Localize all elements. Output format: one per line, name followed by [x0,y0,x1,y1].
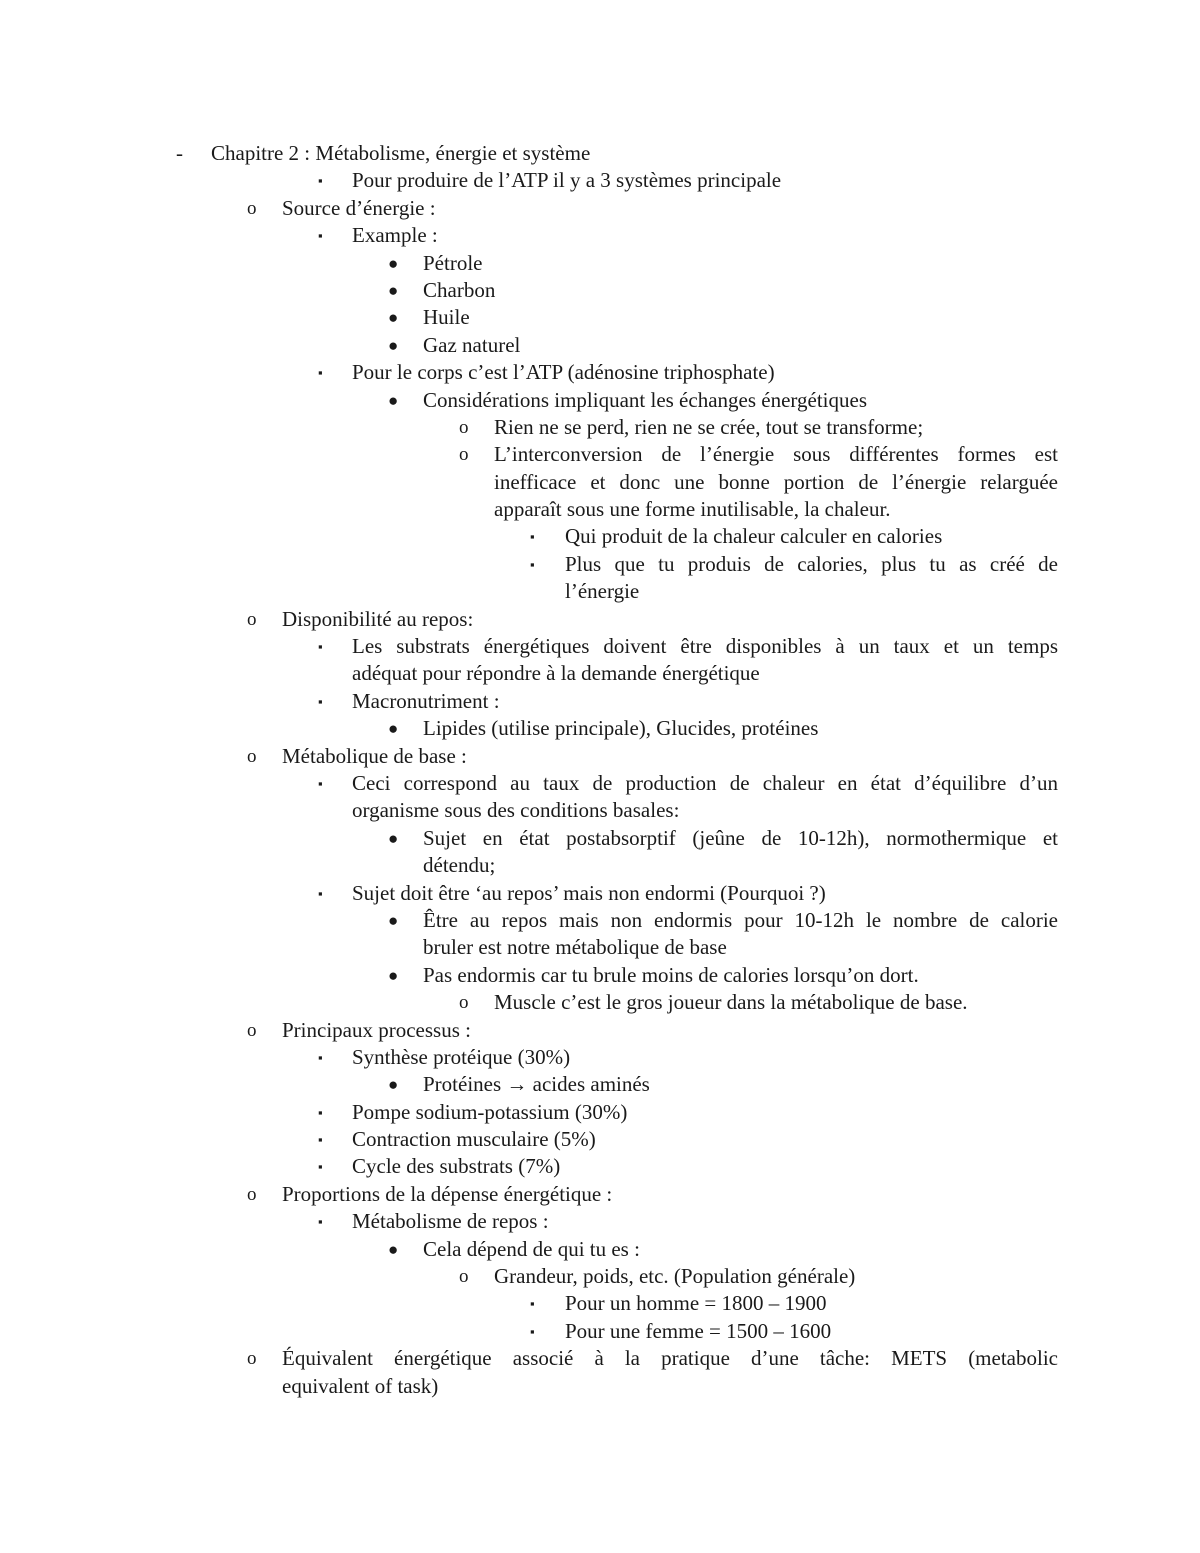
outline-text: Contraction musculaire (5%) [352,1127,596,1152]
outline-item [0,1318,1200,1345]
outline-item [0,770,1200,797]
outline-item [0,551,1200,578]
square-bullet-icon: ▪ [530,1296,535,1312]
outline-item [0,523,1200,550]
square-bullet-icon: ▪ [318,1104,323,1120]
outline-item [0,633,1200,660]
outline-item [0,743,1200,770]
circle-bullet-icon: o [247,1348,257,1370]
outline-item [0,1236,1200,1263]
outline-continuation [0,578,1200,605]
circle-bullet-icon: o [247,197,257,219]
round-bullet-icon: ● [388,335,399,355]
outline-text: Pétrole [423,250,483,275]
outline-text: Qui produit de la chaleur calculer en calories [565,524,943,549]
outline-item [0,962,1200,989]
outline-item [0,1071,1200,1098]
outline-continuation [0,496,1200,523]
square-bullet-icon: ▪ [318,1049,323,1065]
outline-item [0,304,1200,331]
circle-bullet-icon: o [247,1183,257,1205]
outline-item [0,1017,1200,1044]
outline-text: Cycle des substrats (7%) [352,1154,561,1179]
square-bullet-icon: ▪ [318,1159,323,1175]
square-bullet-icon: ▪ [318,173,323,189]
outline-item [0,222,1200,249]
outline-item [0,880,1200,907]
outline-text: Pompe sodium-potassium (30%) [352,1099,628,1124]
outline-text: Huile [423,305,470,330]
round-bullet-icon: ● [388,1075,399,1095]
section-heading: Principaux processus : [282,1017,471,1042]
outline-text: Lipides (utilise principale), Glucides, protéines [423,716,819,741]
outline-text: Pour produire de l’ATP il y a 3 systèmes principale [352,168,782,193]
outline-text: Ceci correspond au taux de production de chaleur en état d’équilibre d’un [352,770,1058,795]
outline-text: Macronutriment : [352,688,500,713]
outline-item [0,441,1200,468]
document-page [0,140,1200,1400]
outline-text: bruler est notre métabolique de base [423,935,727,960]
circle-bullet-icon: o [459,1266,469,1288]
outline-item [0,989,1200,1016]
outline-item [0,167,1200,194]
outline-item [0,250,1200,277]
outline-text: Pour une femme = 1500 – 1600 [565,1318,832,1343]
circle-bullet-icon: o [247,745,257,767]
circle-bullet-icon: o [459,416,469,438]
outline-item [0,359,1200,386]
round-bullet-icon: ● [388,308,399,328]
outline-text: Grandeur, poids, etc. (Population générale) [494,1264,856,1289]
outline-text: détendu; [423,853,496,878]
outline-item [0,715,1200,742]
outline-text: Sujet en état postabsorptif (jeûne de 10-12h), normothermique et [423,825,1058,850]
outline-continuation [0,934,1200,961]
square-bullet-icon: ▪ [318,228,323,244]
square-bullet-icon: ▪ [318,365,323,381]
circle-bullet-icon: o [459,444,469,466]
outline-continuation [0,797,1200,824]
circle-bullet-icon: o [247,608,257,630]
outline-item [0,606,1200,633]
outline-text: Cela dépend de qui tu es : [423,1236,640,1261]
square-bullet-icon: ▪ [318,693,323,709]
section-heading: Source d’énergie : [282,195,436,220]
section-heading: Disponibilité au repos: [282,606,474,631]
outline-continuation [0,660,1200,687]
circle-bullet-icon: o [459,992,469,1014]
outline-item [0,907,1200,934]
square-bullet-icon: ▪ [318,1132,323,1148]
outline-item [0,1099,1200,1126]
outline-item [0,277,1200,304]
outline-text: L’interconversion de l’énergie sous différentes formes est [494,442,1058,467]
square-bullet-icon: ▪ [530,556,535,572]
outline-item [0,1181,1200,1208]
square-bullet-icon: ▪ [318,639,323,655]
outline-item [0,1208,1200,1235]
section-heading: Métabolique de base : [282,743,467,768]
round-bullet-icon: ● [388,280,399,300]
outline-item [0,825,1200,852]
outline-text: Pour le corps c’est l’ATP (adénosine triphosphate) [352,360,775,385]
outline-continuation [0,469,1200,496]
round-bullet-icon: ● [388,1239,399,1259]
outline-item [0,1153,1200,1180]
chapter-heading: Chapitre 2 : Métabolisme, énergie et système [211,141,591,165]
outline-text: Muscle c’est le gros joueur dans la métabolique de base. [494,990,968,1015]
outline-text: Plus que tu produis de calories, plus tu as créé de [565,551,1058,576]
round-bullet-icon: ● [388,719,399,739]
square-bullet-icon: ▪ [318,1214,323,1230]
round-bullet-icon: ● [388,390,399,410]
dash-marker: - [176,141,183,165]
outline-text: Considérations impliquant les échanges énergétiques [423,387,868,412]
outline-item [0,1290,1200,1317]
circle-bullet-icon: o [247,1019,257,1041]
outline-item [0,1263,1200,1290]
outline-continuation [0,852,1200,879]
outline-text: Pour un homme = 1800 – 1900 [565,1291,827,1316]
outline-item [0,1126,1200,1153]
outline-item [0,332,1200,359]
outline-text: Gaz naturel [423,332,521,357]
outline-item [0,688,1200,715]
outline-continuation [0,1373,1200,1400]
round-bullet-icon: ● [388,828,399,848]
outline-text: l’énergie [565,579,640,604]
outline-text: Métabolisme de repos : [352,1209,549,1234]
outline-item [0,387,1200,414]
outline-item [0,414,1200,441]
outline-text: Synthèse protéique (30%) [352,1044,571,1069]
outline-item [0,195,1200,222]
outline-item [0,1044,1200,1071]
outline-text: inefficace et donc une bonne portion de l’énergie relarguée [494,469,1058,494]
outline-text: adéquat pour répondre à la demande énergétique [352,661,760,686]
outline-item [0,140,1200,167]
square-bullet-icon: ▪ [530,1323,535,1339]
section-heading: Équivalent énergétique associé à la pratique d’une tâche: METS (metabolic [282,1346,1058,1371]
outline-text: Être au repos mais non endormis pour 10-12h le nombre de calorie [423,907,1058,932]
outline-text: organisme sous des conditions basales: [352,798,680,823]
outline-text: Charbon [423,277,496,302]
outline-item [0,1345,1200,1372]
round-bullet-icon: ● [388,965,399,985]
outline-text: Les substrats énergétiques doivent être disponibles à un taux et un temps [352,634,1058,659]
square-bullet-icon: ▪ [530,529,535,545]
square-bullet-icon: ▪ [318,775,323,791]
outline-text: Pas endormis car tu brule moins de calories lorsqu’on dort. [423,962,919,987]
outline-text: Rien ne se perd, rien ne se crée, tout se transforme; [494,414,924,439]
outline-text: equivalent of task) [282,1373,439,1398]
square-bullet-icon: ▪ [318,885,323,901]
outline-text: Sujet doit être ‘au repos’ mais non endormi (Pourquoi ?) [352,880,826,905]
section-heading: Proportions de la dépense énergétique : [282,1181,613,1206]
outline-text: Example : [352,223,438,248]
round-bullet-icon: ● [388,910,399,930]
outline-text: apparaît sous une forme inutilisable, la chaleur. [494,497,891,522]
outline-text: Protéines → acides aminés [423,1072,650,1097]
round-bullet-icon: ● [388,253,399,273]
